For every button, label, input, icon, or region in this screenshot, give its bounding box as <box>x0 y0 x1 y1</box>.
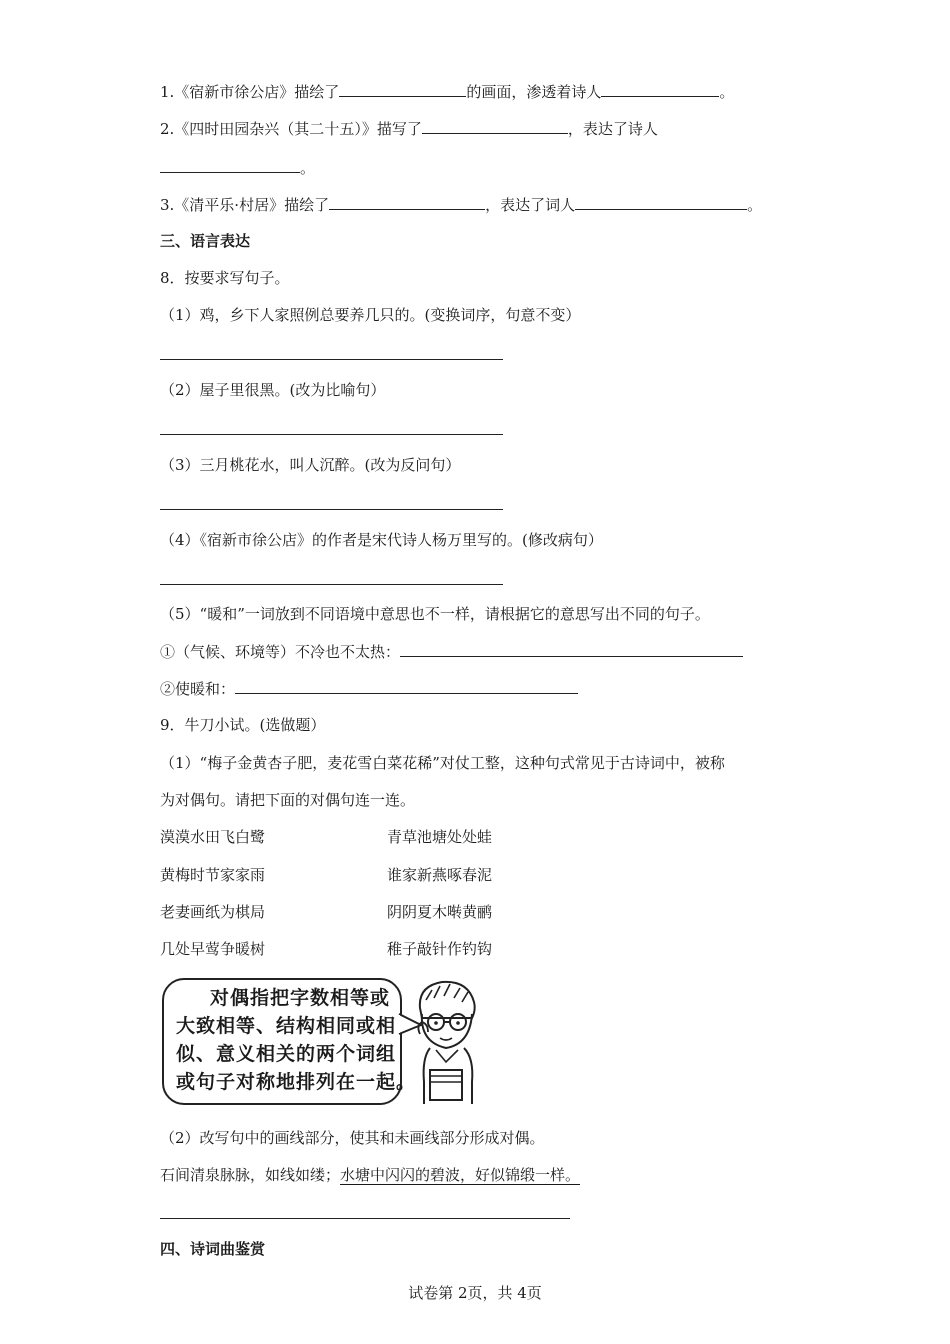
text: ①（气候、环境等）不冷也不太热： <box>160 643 401 661</box>
meaning-2 <box>160 677 578 700</box>
answer-line[interactable] <box>160 1218 570 1219</box>
couplet-right[interactable]: 阴阴夏木啭黄鹂 <box>387 903 493 921</box>
poem-question-3 <box>160 193 762 216</box>
answer-line[interactable] <box>160 434 503 435</box>
underlined-text: 水塘中闪闪的碧波，好似锦缎一样。 <box>340 1166 581 1184</box>
answer-blank[interactable] <box>400 640 743 657</box>
answer-line[interactable] <box>160 509 503 510</box>
couplet-left[interactable]: 几处早莺争暖树 <box>160 940 266 958</box>
text: 1.《宿新市徐公店》描绘了 <box>160 83 340 101</box>
answer-blank[interactable] <box>422 117 568 134</box>
text: 2.《四时田园杂兴（其二十五）》描写了 <box>160 120 422 138</box>
sub-question-cont: 为对偶句。请把下面的对偶句连一连。 <box>160 791 416 809</box>
text: 3.《清平乐·村居》描绘了 <box>160 196 330 214</box>
couplet-left[interactable]: 漠漠水田飞白鹭 <box>160 828 266 846</box>
page-footer: 试卷第 2页，共 4页 <box>408 1284 542 1302</box>
answer-blank[interactable] <box>601 80 719 97</box>
sub-question: （2）屋子里很黑。(改为比喻句） <box>160 381 386 399</box>
section-title: 三、语言表达 <box>160 232 251 250</box>
cartoon-boy-icon <box>412 978 482 1106</box>
text: 。 <box>300 159 316 177</box>
poem-question-2 <box>160 117 658 140</box>
sub-question: （1）“梅子金黄杏子肥，麦花雪白菜花稀”对仗工整，这种句式常见于古诗词中，被称 <box>160 754 725 772</box>
answer-blank[interactable] <box>160 156 300 173</box>
text: ，表达了词人 <box>485 196 576 214</box>
couplet-right[interactable]: 谁家新燕啄春泥 <box>387 866 493 884</box>
text: ②使暖和： <box>160 680 236 698</box>
sub-question: （1）鸡，乡下人家照例总要养几只的。(变换词序，句意不变） <box>160 306 581 324</box>
couplet-left[interactable]: 黄梅时节家家雨 <box>160 866 266 884</box>
answer-line[interactable] <box>160 584 503 585</box>
rewrite-sentence <box>160 1164 580 1186</box>
answer-line[interactable] <box>160 359 503 360</box>
answer-blank[interactable] <box>329 193 485 210</box>
answer-blank[interactable] <box>339 80 466 97</box>
question-title: 8．按要求写句子。 <box>160 269 290 287</box>
text: 。 <box>719 83 735 101</box>
sub-question: （2）改写句中的画线部分，使其和未画线部分形成对偶。 <box>160 1129 545 1147</box>
couplet-left[interactable]: 老妻画纸为棋局 <box>160 903 266 921</box>
poem-question-2-cont <box>160 156 315 179</box>
sub-question: （5）“暖和”一词放到不同语境中意思也不一样，请根据它的意思写出不同的句子。 <box>160 605 710 623</box>
text: 的画面，渗透着诗人 <box>466 83 602 101</box>
text: 。 <box>747 196 763 214</box>
couplet-right[interactable]: 稚子敲针作钓钩 <box>387 940 493 958</box>
bubble-text: 对偶指把字数相等或 大致相等、结构相同或相 似、意义相关的两个词组 或句子对称地排列在一起。 <box>176 987 417 1093</box>
answer-blank[interactable] <box>575 193 747 210</box>
section-title: 四、诗词曲鉴赏 <box>160 1240 266 1258</box>
couplet-right[interactable]: 青草池塘处处蛙 <box>387 828 493 846</box>
question-title: 9．牛刀小试。(选做题） <box>160 716 326 734</box>
answer-blank[interactable] <box>235 677 578 694</box>
poem-question-1 <box>160 80 734 103</box>
sub-question: （3）三月桃花水，叫人沉醉。(改为反问句） <box>160 456 461 474</box>
text: ，表达了诗人 <box>567 120 658 138</box>
meaning-1 <box>160 640 743 663</box>
sub-question: （4）《宿新市徐公店》的作者是宋代诗人杨万里写的。(修改病句） <box>160 531 603 549</box>
text: 石间清泉脉脉，如线如缕； <box>160 1166 341 1184</box>
